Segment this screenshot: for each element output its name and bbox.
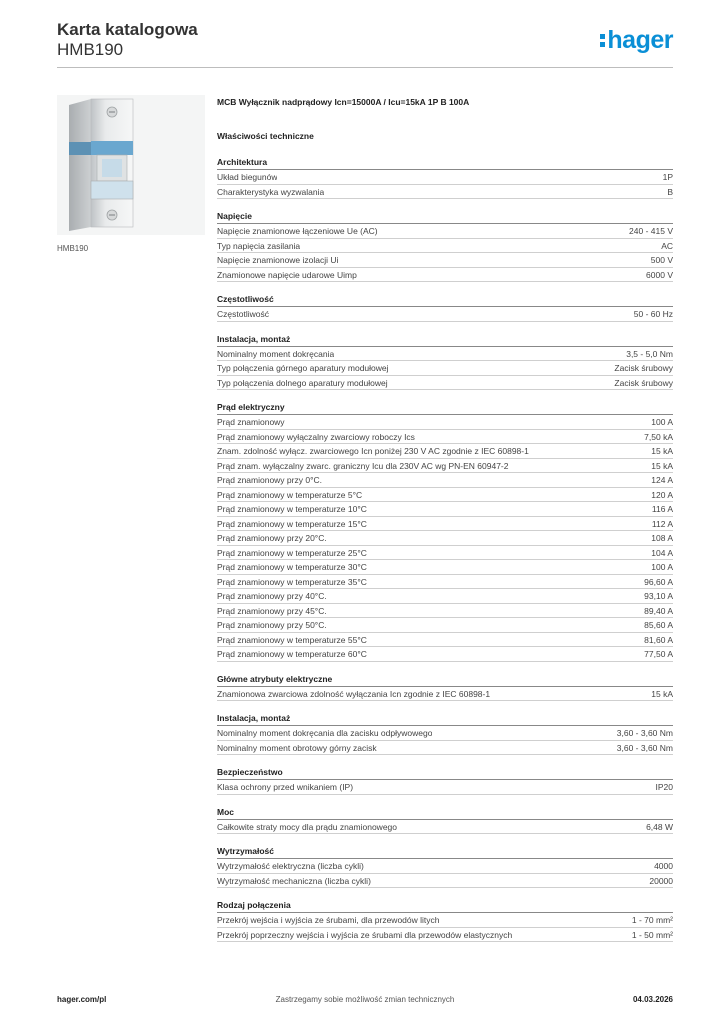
spec-group-title: Wytrzymałość [217, 844, 673, 859]
spec-row [217, 874, 673, 889]
spec-label: Prąd znamionowy w temperaturze 10°C [217, 504, 367, 514]
logo-mark-icon [600, 33, 605, 48]
spec-label: Układ biegunów [217, 172, 278, 182]
spec-row [217, 224, 673, 239]
spec-value: Zacisk śrubowy [614, 377, 673, 388]
spec-label: Prąd znamionowy przy 0°C. [217, 475, 322, 485]
spec-row [217, 459, 673, 474]
spec-value: 500 V [650, 255, 673, 265]
spec-value: 85,60 A [644, 620, 673, 630]
spec-label: Przekrój poprzeczny wejścia i wyjścia ze śrubami dla przewodów elastycznych [217, 929, 513, 940]
hager-logo [600, 26, 673, 55]
spec-group-title: Rodzaj połączenia [217, 898, 673, 913]
spec-row [217, 780, 673, 795]
spec-value: AC [661, 240, 673, 251]
spec-row [217, 859, 673, 874]
logo-text: hager [607, 26, 673, 54]
spec-label: Prąd znamionowy przy 50°C. [217, 620, 327, 630]
spec-label: Prąd znamionowy w temperaturze 25°C [217, 547, 367, 558]
spec-label: Prąd znamionowy w temperaturze 60°C [217, 649, 367, 659]
spec-group [217, 672, 673, 702]
spec-row [217, 531, 673, 546]
spec-label: Prąd znamionowy w temperaturze 35°C [217, 576, 367, 587]
spec-row [217, 913, 673, 928]
spec-value: 89,40 A [644, 605, 673, 616]
spec-row [217, 473, 673, 488]
spec-value: 96,60 A [644, 576, 673, 587]
spec-label: Typ połączenia dolnego aparatury modułowej [217, 377, 388, 388]
spec-group [217, 332, 673, 391]
spec-label: Znamionowa zwarciowa zdolność wyłączania Icn zgodnie z IEC 60898-1 [217, 688, 491, 699]
spec-row [217, 575, 673, 590]
spec-value: 4000 [654, 861, 673, 871]
spec-value: 6,48 W [646, 821, 673, 832]
spec-row [217, 633, 673, 648]
spec-row [217, 488, 673, 503]
spec-label: Napięcie znamionowe łączeniowe Ue (AC) [217, 226, 378, 236]
spec-row [217, 928, 673, 943]
page-header [57, 20, 673, 68]
spec-row [217, 170, 673, 185]
footer-disclaimer: Zastrzegamy sobie możliwość zmian technicznych [275, 995, 455, 1004]
spec-label: Prąd znamionowy wyłączalny zwarciowy roboczy Ics [217, 431, 415, 442]
spec-group [217, 209, 673, 282]
spec-label: Nominalny moment obrotowy górny zacisk [217, 742, 377, 753]
spec-group [217, 711, 673, 755]
spec-group-title: Instalacja, montaż [217, 332, 673, 347]
spec-row [217, 253, 673, 268]
spec-row [217, 430, 673, 445]
spec-label: Typ połączenia górnego aparatury modułowej [217, 363, 389, 373]
spec-group-title: Instalacja, montaż [217, 711, 673, 726]
spec-value: 100 A [651, 417, 673, 427]
spec-row [217, 546, 673, 561]
spec-value: 1 - 70 mm² [631, 915, 673, 925]
spec-row [217, 741, 673, 756]
spec-row [217, 347, 673, 362]
spec-content [217, 95, 673, 942]
spec-row [217, 560, 673, 575]
spec-label: Prąd znamionowy [217, 417, 285, 427]
spec-group [217, 155, 673, 199]
spec-label: Prąd znamionowy w temperaturze 15°C [217, 518, 367, 529]
spec-label: Nominalny moment dokręcania [217, 348, 335, 359]
spec-value: 116 A [651, 504, 673, 514]
spec-group-title: Architektura [217, 155, 673, 170]
spec-group [217, 400, 673, 662]
spec-group [217, 292, 673, 322]
spec-row [217, 604, 673, 619]
spec-label: Klasa ochrony przed wnikaniem (IP) [217, 782, 354, 792]
spec-label: Znam. zdolność wyłącz. zwarciowego Icn poniżej 230 V AC zgodnie z IEC 60898-1 [217, 446, 529, 456]
spec-groups [217, 155, 673, 942]
spec-value: 81,60 A [644, 634, 673, 645]
spec-row [217, 268, 673, 283]
spec-row [217, 517, 673, 532]
footer-website-link[interactable]: hager.com/pl [57, 995, 107, 1004]
spec-label: Prąd znamionowy w temperaturze 55°C [217, 634, 367, 645]
spec-value: 15 kA [651, 446, 673, 456]
spec-label: Typ napięcia zasilania [217, 240, 301, 251]
spec-row [217, 415, 673, 430]
spec-row [217, 376, 673, 391]
spec-value: 3,60 - 3,60 Nm [616, 728, 673, 738]
spec-group [217, 844, 673, 888]
spec-group [217, 898, 673, 942]
spec-value: 7,50 kA [644, 431, 673, 442]
spec-value: 15 kA [651, 688, 673, 699]
spec-group-title: Częstotliwość [217, 292, 673, 307]
spec-value: 120 A [651, 489, 673, 500]
product-image-mcb [57, 95, 205, 235]
spec-label: Prąd znamionowy przy 40°C. [217, 591, 327, 601]
spec-label: Wytrzymałość elektryczna (liczba cykli) [217, 861, 364, 871]
spec-value: 104 A [651, 547, 673, 558]
spec-value: IP20 [655, 782, 673, 792]
spec-group-title: Bezpieczeństwo [217, 765, 673, 780]
spec-row [217, 647, 673, 662]
spec-row [217, 502, 673, 517]
spec-value: 3,60 - 3,60 Nm [616, 742, 673, 753]
spec-label: Częstotliwość [217, 309, 269, 319]
doc-type-title: Karta katalogowa [57, 20, 198, 39]
spec-label: Wytrzymałość mechaniczna (liczba cykli) [217, 875, 371, 886]
spec-value: 3,5 - 5,0 Nm [626, 348, 673, 359]
spec-group-title: Moc [217, 805, 673, 820]
spec-label: Charakterystyka wyzwalania [217, 186, 325, 197]
doc-product-code: HMB190 [57, 40, 124, 59]
spec-row [217, 239, 673, 254]
spec-value: 1P [662, 172, 673, 182]
spec-group [217, 765, 673, 795]
spec-row [217, 361, 673, 376]
spec-row [217, 307, 673, 322]
spec-group-title: Prąd elektryczny [217, 400, 673, 415]
image-caption: HMB190 [57, 244, 89, 253]
spec-value: B [667, 186, 673, 197]
spec-group-title: Napięcie [217, 209, 673, 224]
spec-value: 108 A [651, 533, 673, 543]
spec-value: 100 A [651, 562, 673, 572]
spec-value: 112 A [651, 518, 673, 529]
spec-value: 50 - 60 Hz [633, 309, 673, 319]
spec-label: Znamionowe napięcie udarowe Uimp [217, 269, 357, 280]
spec-value: 77,50 A [644, 649, 673, 659]
spec-value: Zacisk śrubowy [614, 363, 673, 373]
spec-row [217, 726, 673, 741]
spec-value: 124 A [651, 475, 673, 485]
spec-value: 93,10 A [644, 591, 673, 601]
section-heading: Właściwości techniczne [217, 131, 314, 141]
spec-row [217, 820, 673, 835]
page-footer [57, 995, 673, 1009]
spec-label: Prąd znamionowy w temperaturze 5°C [217, 489, 363, 500]
spec-label: Prąd znamionowy przy 45°C. [217, 605, 327, 616]
spec-label: Prąd znamionowy w temperaturze 30°C [217, 562, 367, 572]
spec-label: Prąd znamionowy przy 20°C. [217, 533, 327, 543]
spec-row [217, 185, 673, 200]
spec-group [217, 805, 673, 835]
spec-row [217, 444, 673, 459]
spec-value: 6000 V [646, 269, 673, 280]
spec-value: 15 kA [651, 460, 673, 471]
spec-row [217, 687, 673, 702]
footer-date: 04.03.2026 [632, 995, 673, 1004]
spec-label: Napięcie znamionowe izolacji Ui [217, 255, 339, 265]
spec-value: 1 - 50 mm² [631, 929, 673, 940]
spec-label: Przekrój wejścia i wyjścia ze śrubami, dla przewodów litych [217, 915, 440, 925]
spec-label: Prąd znam. wyłączalny zwarc. graniczny Icu dla 230V AC wg PN-EN 60947-2 [217, 460, 509, 471]
spec-label: Nominalny moment dokręcania dla zacisku odpływowego [217, 728, 433, 738]
spec-group-title: Główne atrybuty elektryczne [217, 672, 673, 687]
spec-row [217, 618, 673, 633]
product-title: MCB Wyłącznik nadprądowy Icn=15000A / Icu=15kA 1P B 100A [217, 97, 470, 107]
spec-value: 20000 [649, 875, 673, 886]
spec-row [217, 589, 673, 604]
spec-label: Całkowite straty mocy dla prądu znamionowego [217, 821, 398, 832]
spec-value: 240 - 415 V [629, 226, 673, 236]
